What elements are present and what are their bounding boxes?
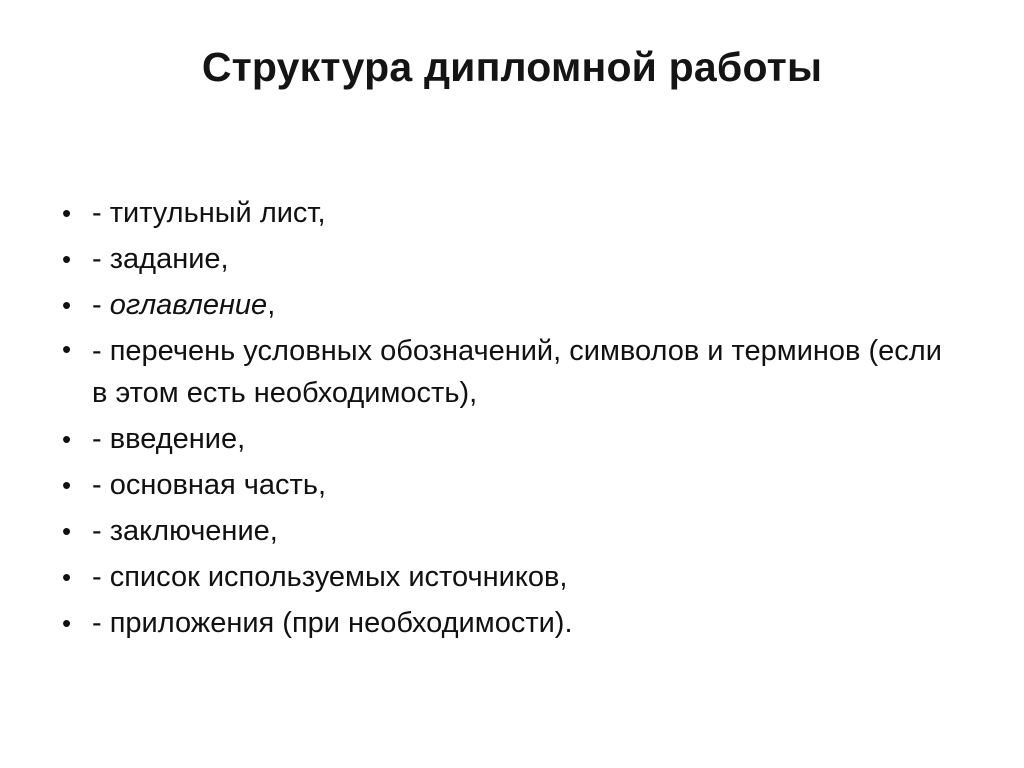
list-item: [62, 508, 962, 554]
list-item: [62, 554, 962, 600]
item-prefix: -: [92, 607, 110, 639]
item-text: введение: [109, 423, 238, 455]
item-suffix: .: [564, 607, 573, 639]
item-suffix: ,: [220, 243, 229, 275]
list-item: [62, 462, 962, 508]
list-item: [62, 190, 962, 236]
item-suffix: ,: [317, 197, 326, 229]
list-item: [62, 416, 962, 462]
list-item: [62, 328, 962, 416]
list-item: [62, 282, 962, 328]
item-suffix: ,: [267, 289, 276, 321]
list-item: [62, 600, 962, 646]
item-text: оглавление: [109, 289, 268, 321]
item-suffix: ,: [237, 423, 246, 455]
item-suffix: ,: [469, 377, 478, 409]
item-prefix: -: [92, 197, 110, 229]
item-suffix: ,: [317, 469, 326, 501]
item-prefix: -: [92, 469, 110, 501]
item-text: заключение: [109, 515, 270, 547]
bullet-list: [62, 190, 962, 646]
item-suffix: ,: [269, 515, 278, 547]
bullet-icon: •: [62, 334, 72, 364]
item-prefix: -: [92, 515, 110, 547]
list-item: [62, 236, 962, 282]
item-text: задание: [109, 243, 221, 275]
item-text: основная часть: [109, 469, 318, 501]
item-prefix: -: [92, 335, 110, 367]
bullet-icon: •: [62, 608, 72, 638]
bullet-icon: •: [62, 470, 72, 500]
item-prefix: -: [92, 243, 110, 275]
bullet-icon: •: [62, 290, 72, 320]
slide-title: Структура дипломной работы: [201, 44, 823, 90]
item-prefix: -: [92, 561, 110, 593]
item-text: список используемых источников: [109, 561, 560, 593]
bullet-icon: •: [62, 562, 72, 592]
bullet-icon: •: [62, 516, 72, 546]
item-text: приложения (при необходимости): [109, 607, 565, 639]
bullet-icon: •: [62, 244, 72, 274]
item-prefix: -: [92, 289, 110, 321]
item-suffix: ,: [559, 561, 568, 593]
bullet-icon: •: [62, 424, 72, 454]
bullet-icon: •: [62, 198, 72, 228]
item-text: перечень условных обозначений, символов и терминов (если в этом есть необходимость): [92, 335, 942, 409]
item-prefix: -: [92, 423, 110, 455]
item-text: титульный лист: [109, 197, 318, 229]
